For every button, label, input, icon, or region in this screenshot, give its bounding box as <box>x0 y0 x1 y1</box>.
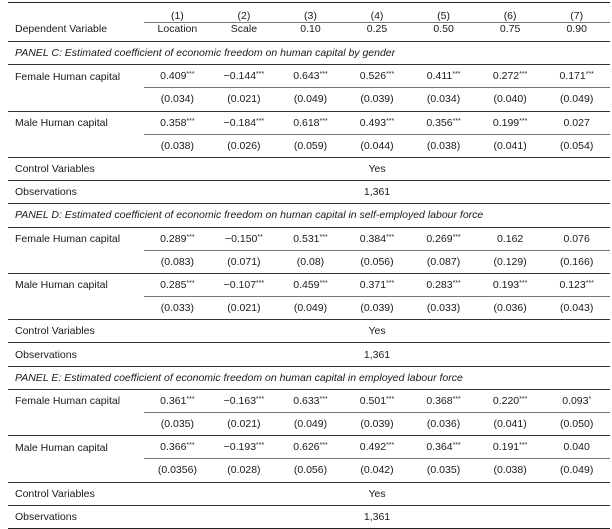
significance-stars: * <box>588 395 592 403</box>
significance-stars: *** <box>256 117 265 125</box>
col-number: (2) <box>211 3 278 23</box>
col-number: (7) <box>543 3 610 23</box>
se-cell: (0.038) <box>477 459 544 482</box>
coef-cell <box>277 111 344 134</box>
se-cell: (0.039) <box>344 88 411 111</box>
coef-cell <box>410 273 477 296</box>
coef-cell <box>477 227 544 250</box>
significance-stars: *** <box>386 71 395 79</box>
blank-cell <box>211 181 278 204</box>
coef-cell <box>410 227 477 250</box>
se-cell: (0.056) <box>277 459 344 482</box>
significance-stars: *** <box>452 279 461 287</box>
se-cell: (0.033) <box>144 297 211 320</box>
blank-cell <box>144 482 211 505</box>
blank-cell <box>410 157 477 180</box>
blank-cell <box>211 482 278 505</box>
col-header: 0.50 <box>410 23 477 42</box>
observations <box>8 181 610 204</box>
row-label: Male Human capital <box>8 436 144 459</box>
blank-cell <box>211 157 278 180</box>
coef-cell <box>344 111 411 134</box>
significance-stars: *** <box>452 71 461 79</box>
column-header-row <box>8 23 610 42</box>
observations-label: Observations <box>8 343 144 366</box>
significance-stars: *** <box>519 442 528 450</box>
se-cell: (0.0356) <box>144 459 211 482</box>
coef-cell <box>277 65 344 88</box>
blank-cell <box>8 134 144 157</box>
significance-stars: *** <box>319 117 328 125</box>
control-variables <box>8 320 610 343</box>
coef-value: 0.371 <box>359 278 387 291</box>
coef-value: 0.459 <box>293 278 320 291</box>
coef-value: 0.093 <box>562 394 589 407</box>
row-label: Male Human capital <box>8 273 144 296</box>
coef-value: 0.531 <box>293 232 320 245</box>
col-header: 0.10 <box>277 23 344 42</box>
se-row <box>8 134 610 157</box>
coef-cell <box>410 389 477 412</box>
se-cell: (0.083) <box>144 250 211 273</box>
significance-stars: *** <box>386 442 395 450</box>
coef-value: 0.123 <box>559 278 586 291</box>
coef-value: 0.191 <box>492 441 520 454</box>
coef-cell <box>477 436 544 459</box>
coef-value: 0.492 <box>359 441 387 454</box>
col-number: (3) <box>277 3 344 23</box>
significance-stars: *** <box>386 279 395 287</box>
coef-row <box>8 227 610 250</box>
se-cell: (0.039) <box>344 413 411 436</box>
control-variables <box>8 482 610 505</box>
coef-cell <box>477 273 544 296</box>
coef-cell <box>144 111 211 134</box>
coef-value: 0.364 <box>426 441 453 454</box>
se-cell: (0.034) <box>410 88 477 111</box>
coef-cell <box>344 389 411 412</box>
panel-title-row <box>8 366 610 389</box>
coef-value: 0.409 <box>160 70 187 83</box>
coef-value: −0.193 <box>223 441 257 454</box>
se-cell: (0.039) <box>344 297 411 320</box>
coef-cell <box>543 389 610 412</box>
significance-stars: *** <box>256 71 265 79</box>
blank-cell <box>477 320 544 343</box>
blank-cell <box>543 181 610 204</box>
col-number: (4) <box>344 3 411 23</box>
significance-stars: *** <box>319 71 328 79</box>
se-cell: (0.041) <box>477 134 544 157</box>
significance-stars: *** <box>319 233 328 241</box>
se-cell: (0.08) <box>277 250 344 273</box>
coef-row <box>8 389 610 412</box>
coef-cell <box>477 111 544 134</box>
coef-cell <box>344 273 411 296</box>
control-variables-value: Yes <box>344 320 411 343</box>
col-number: (6) <box>477 3 544 23</box>
significance-stars: *** <box>386 395 395 403</box>
significance-stars: *** <box>386 233 395 241</box>
coef-value: 0.361 <box>160 394 187 407</box>
blank-cell <box>8 459 144 482</box>
coef-cell <box>211 436 278 459</box>
control-variables-value: Yes <box>344 157 411 180</box>
blank-cell <box>543 157 610 180</box>
observations-value: 1,361 <box>344 505 411 528</box>
coef-value: 0.272 <box>492 70 520 83</box>
coef-value: 0.171 <box>559 70 586 83</box>
blank-cell <box>410 343 477 366</box>
col-header: 0.90 <box>543 23 610 42</box>
significance-stars: *** <box>585 279 594 287</box>
coef-value: −0.107 <box>223 278 257 291</box>
coef-cell <box>277 227 344 250</box>
coef-value: 0.220 <box>492 394 520 407</box>
col-number: (5) <box>410 3 477 23</box>
coef-value: −0.144 <box>223 70 257 83</box>
coef-cell <box>477 389 544 412</box>
blank-cell <box>477 157 544 180</box>
significance-stars: *** <box>519 117 528 125</box>
blank-cell <box>277 482 344 505</box>
panel-title: PANEL E: Estimated coefficient of economic freedom on human capital in employed labour force <box>8 366 610 389</box>
blank-cell <box>410 320 477 343</box>
coef-value: 0.526 <box>359 70 387 83</box>
coef-cell <box>277 389 344 412</box>
control-variables-value: Yes <box>344 482 411 505</box>
coef-cell <box>277 436 344 459</box>
se-cell: (0.028) <box>211 459 278 482</box>
observations-value: 1,361 <box>344 181 411 204</box>
col-header: 0.75 <box>477 23 544 42</box>
control-variables-label: Control Variables <box>8 482 144 505</box>
se-cell: (0.049) <box>543 459 610 482</box>
coef-value: 0.618 <box>293 116 320 129</box>
coef-value: 0.285 <box>160 278 187 291</box>
coef-value: −0.150 <box>224 232 258 245</box>
coef-cell <box>344 436 411 459</box>
se-cell: (0.056) <box>344 250 411 273</box>
significance-stars: *** <box>256 442 265 450</box>
observations-label: Observations <box>8 505 144 528</box>
significance-stars: *** <box>319 279 328 287</box>
blank-cell <box>8 413 144 436</box>
regression-table <box>8 2 610 529</box>
significance-stars: *** <box>585 71 594 79</box>
blank-cell <box>543 320 610 343</box>
coef-cell <box>543 273 610 296</box>
se-cell: (0.044) <box>344 134 411 157</box>
coef-value: −0.163 <box>223 394 257 407</box>
coef-cell <box>543 227 610 250</box>
coef-cell <box>410 436 477 459</box>
panel-title: PANEL D: Estimated coefficient of economic freedom on human capital in self-employed labour force <box>8 204 610 227</box>
blank-cell <box>211 343 278 366</box>
significance-stars: *** <box>186 279 195 287</box>
significance-stars: *** <box>519 279 528 287</box>
blank-cell <box>477 482 544 505</box>
significance-stars: *** <box>452 442 461 450</box>
column-number-row <box>8 3 610 23</box>
significance-stars: *** <box>319 442 328 450</box>
se-row <box>8 297 610 320</box>
coef-cell <box>410 111 477 134</box>
se-cell: (0.021) <box>211 88 278 111</box>
coef-value: 0.358 <box>160 116 187 129</box>
blank-cell <box>277 343 344 366</box>
coef-value: 0.368 <box>426 394 453 407</box>
coef-value: 0.193 <box>492 278 520 291</box>
coef-cell <box>277 273 344 296</box>
se-cell: (0.043) <box>543 297 610 320</box>
coef-cell <box>410 65 477 88</box>
coef-value: 0.411 <box>426 70 453 83</box>
significance-stars: *** <box>519 71 528 79</box>
blank-cell <box>144 320 211 343</box>
se-cell: (0.042) <box>344 459 411 482</box>
se-row <box>8 250 610 273</box>
col-header: Scale <box>211 23 278 42</box>
se-cell: (0.026) <box>211 134 278 157</box>
significance-stars: *** <box>186 233 195 241</box>
dependent-variable-label: Dependent Variable <box>8 23 144 42</box>
coef-value: 0.356 <box>426 116 453 129</box>
se-row <box>8 413 610 436</box>
coef-cell <box>211 227 278 250</box>
coef-value: 0.501 <box>359 394 387 407</box>
control-variables-label: Control Variables <box>8 320 144 343</box>
coef-value: 0.366 <box>160 441 187 454</box>
coef-value: 0.269 <box>426 232 453 245</box>
table-body <box>8 3 610 529</box>
coef-value: 0.040 <box>563 441 590 454</box>
coef-value: 0.283 <box>426 278 453 291</box>
significance-stars: *** <box>452 395 461 403</box>
se-cell: (0.049) <box>277 88 344 111</box>
coef-cell <box>144 273 211 296</box>
se-cell: (0.036) <box>410 413 477 436</box>
blank-cell <box>477 181 544 204</box>
coef-row <box>8 65 610 88</box>
se-cell: (0.038) <box>144 134 211 157</box>
coef-cell <box>211 273 278 296</box>
coef-value: 0.162 <box>496 232 524 245</box>
control-variables-label: Control Variables <box>8 157 144 180</box>
coef-cell <box>477 65 544 88</box>
panel-title-row <box>8 204 610 227</box>
se-cell: (0.054) <box>543 134 610 157</box>
coef-cell <box>543 111 610 134</box>
header-blank-cell <box>8 3 144 23</box>
col-header: 0.25 <box>344 23 411 42</box>
blank-cell <box>410 482 477 505</box>
significance-stars: *** <box>256 395 265 403</box>
blank-cell <box>8 88 144 111</box>
se-cell: (0.049) <box>543 88 610 111</box>
significance-stars: *** <box>452 117 461 125</box>
significance-stars: *** <box>319 395 328 403</box>
coef-cell <box>144 227 211 250</box>
coef-value: −0.184 <box>223 116 257 129</box>
se-cell: (0.049) <box>277 413 344 436</box>
se-cell: (0.071) <box>211 250 278 273</box>
se-cell: (0.049) <box>277 297 344 320</box>
coef-value: 0.633 <box>293 394 320 407</box>
coef-cell <box>144 436 211 459</box>
control-variables <box>8 157 610 180</box>
blank-cell <box>144 343 211 366</box>
se-cell: (0.166) <box>543 250 610 273</box>
blank-cell <box>277 320 344 343</box>
coef-value: 0.289 <box>160 232 187 245</box>
se-cell: (0.021) <box>211 413 278 436</box>
observations-label: Observations <box>8 181 144 204</box>
blank-cell <box>543 343 610 366</box>
se-cell: (0.041) <box>477 413 544 436</box>
blank-cell <box>277 181 344 204</box>
coef-row <box>8 111 610 134</box>
significance-stars: *** <box>186 117 195 125</box>
coef-row <box>8 273 610 296</box>
coef-row <box>8 436 610 459</box>
se-cell: (0.040) <box>477 88 544 111</box>
coef-cell <box>543 65 610 88</box>
significance-stars: *** <box>452 233 461 241</box>
coef-cell <box>211 389 278 412</box>
coef-cell <box>211 111 278 134</box>
coef-value: 0.199 <box>492 116 520 129</box>
significance-stars: *** <box>256 279 265 287</box>
coef-value: 0.076 <box>563 232 590 245</box>
col-number: (1) <box>144 3 211 23</box>
blank-cell <box>8 250 144 273</box>
se-cell: (0.038) <box>410 134 477 157</box>
se-cell: (0.033) <box>410 297 477 320</box>
blank-cell <box>410 181 477 204</box>
significance-stars: *** <box>186 395 195 403</box>
observations <box>8 343 610 366</box>
blank-cell <box>477 343 544 366</box>
se-cell: (0.050) <box>543 413 610 436</box>
observations-value: 1,361 <box>344 343 411 366</box>
blank-cell <box>144 157 211 180</box>
se-cell: (0.035) <box>144 413 211 436</box>
coef-cell <box>344 65 411 88</box>
panel-title: PANEL C: Estimated coefficient of economic freedom on human capital by gender <box>8 42 610 65</box>
coef-value: 0.626 <box>293 441 320 454</box>
se-cell: (0.034) <box>144 88 211 111</box>
col-header: Location <box>144 23 211 42</box>
coef-cell <box>144 389 211 412</box>
blank-cell <box>211 320 278 343</box>
blank-cell <box>543 482 610 505</box>
se-row <box>8 459 610 482</box>
se-row <box>8 88 610 111</box>
se-cell: (0.036) <box>477 297 544 320</box>
coef-value: 0.643 <box>293 70 320 83</box>
significance-stars: *** <box>186 71 195 79</box>
significance-stars: *** <box>186 442 195 450</box>
panel-title-row <box>8 42 610 65</box>
blank-cell <box>277 157 344 180</box>
se-cell: (0.087) <box>410 250 477 273</box>
row-label: Female Human capital <box>15 395 121 408</box>
se-cell: (0.021) <box>211 297 278 320</box>
coef-cell <box>144 65 211 88</box>
coef-value: 0.493 <box>359 116 387 129</box>
se-cell: (0.129) <box>477 250 544 273</box>
row-label: Male Human capital <box>8 111 144 134</box>
coef-value: 0.027 <box>563 116 590 129</box>
se-cell: (0.035) <box>410 459 477 482</box>
coef-value: 0.384 <box>359 232 387 245</box>
row-label: Female Human capital <box>15 232 121 245</box>
blank-cell <box>144 181 211 204</box>
significance-stars: *** <box>386 117 395 125</box>
significance-stars: ** <box>257 233 263 241</box>
se-cell: (0.059) <box>277 134 344 157</box>
coef-cell <box>543 436 610 459</box>
row-label: Female Human capital <box>15 70 121 83</box>
coef-cell <box>344 227 411 250</box>
coef-cell <box>211 65 278 88</box>
significance-stars: *** <box>519 395 528 403</box>
blank-cell <box>8 297 144 320</box>
